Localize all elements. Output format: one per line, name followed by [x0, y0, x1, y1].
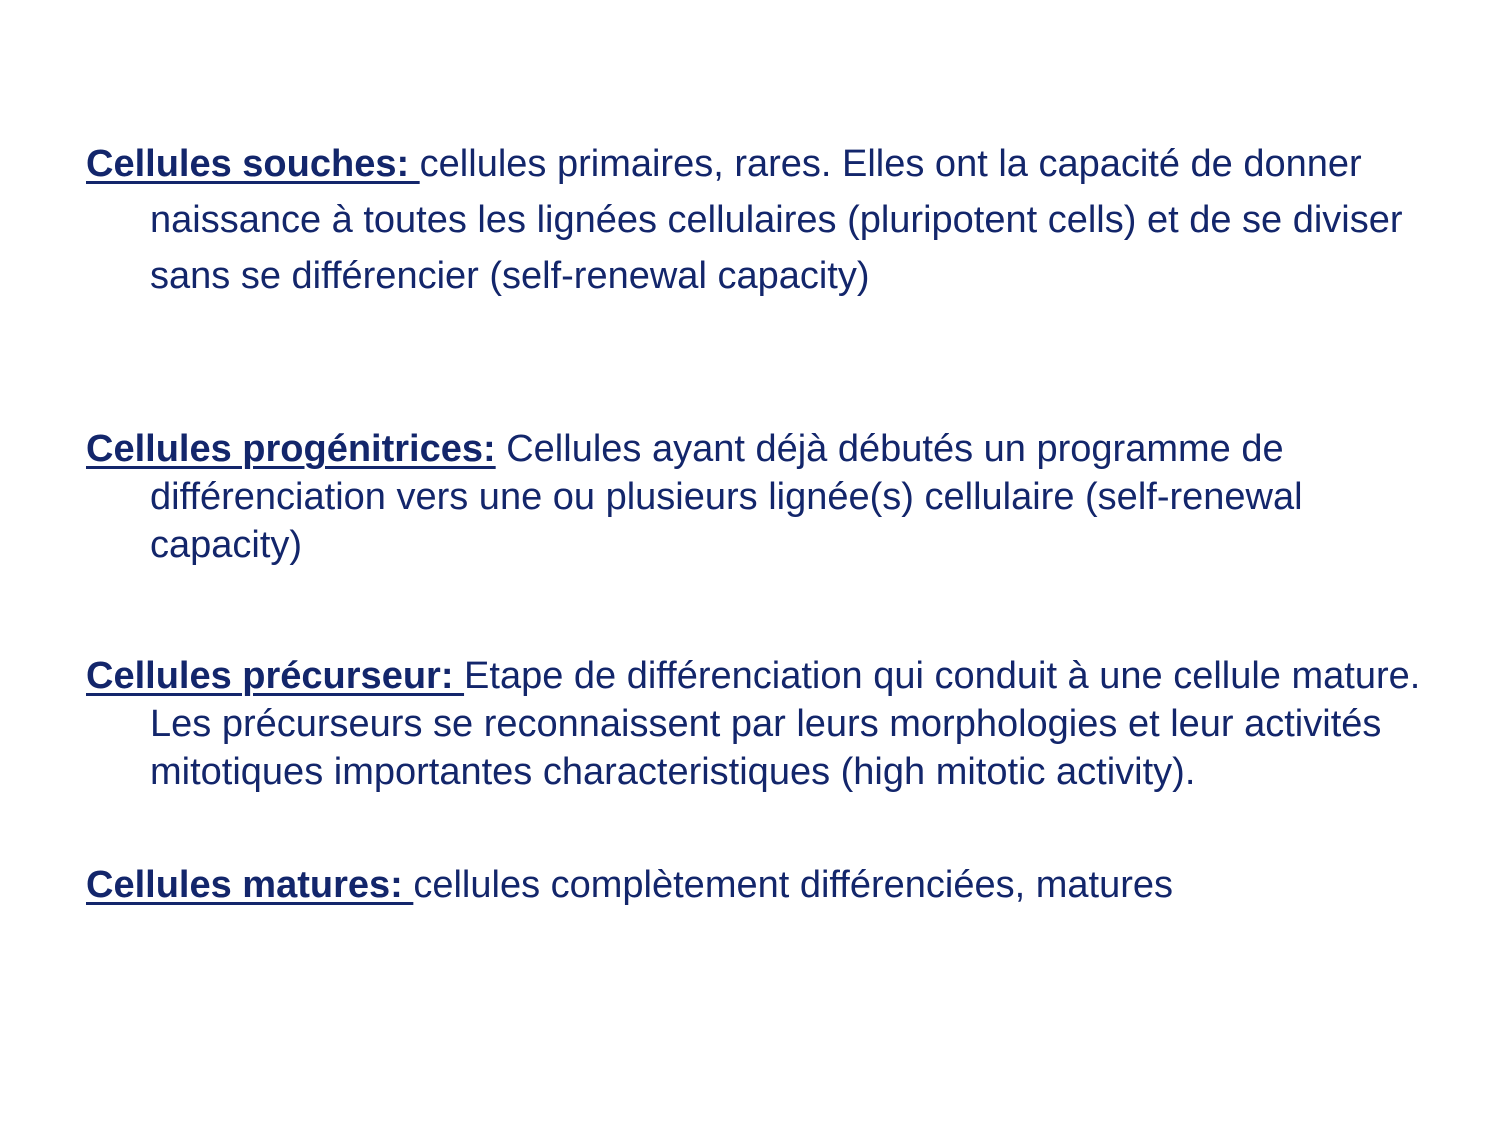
- definition-stem-cells: [86, 136, 1426, 304]
- definition-text-precursor-cells: Etape de différenciation qui conduit à une cellule mature. Les précurseurs se reconnaissent par leurs morphologies et leur activités mitotiques importantes characteristiques (high mitotic activity).: [150, 655, 1421, 793]
- term-precursor-cells: Cellules précurseur:: [86, 655, 465, 697]
- term-mature-cells: Cellules matures:: [86, 864, 414, 906]
- definition-text-stem-cells: cellules primaires, rares. Elles ont la capacité de donner naissance à toutes les lignées cellulaires (pluripotent cells) et de se diviser sans se différencier (self-renewal capacity): [150, 143, 1403, 297]
- definition-mature-cells: [86, 861, 1426, 909]
- term-stem-cells: Cellules souches:: [86, 143, 420, 185]
- definition-text-progenitor-cells: Cellules ayant déjà débutés un programme de différenciation vers une ou plusieurs lignée(s) cellulaire (self-renewal capacity): [150, 428, 1303, 566]
- definition-precursor-cells: [86, 652, 1426, 796]
- term-progenitor-cells: Cellules progénitrices:: [86, 428, 496, 470]
- definition-text-mature-cells: cellules complètement différenciées, matures: [413, 864, 1174, 906]
- definition-progenitor-cells: [86, 425, 1426, 569]
